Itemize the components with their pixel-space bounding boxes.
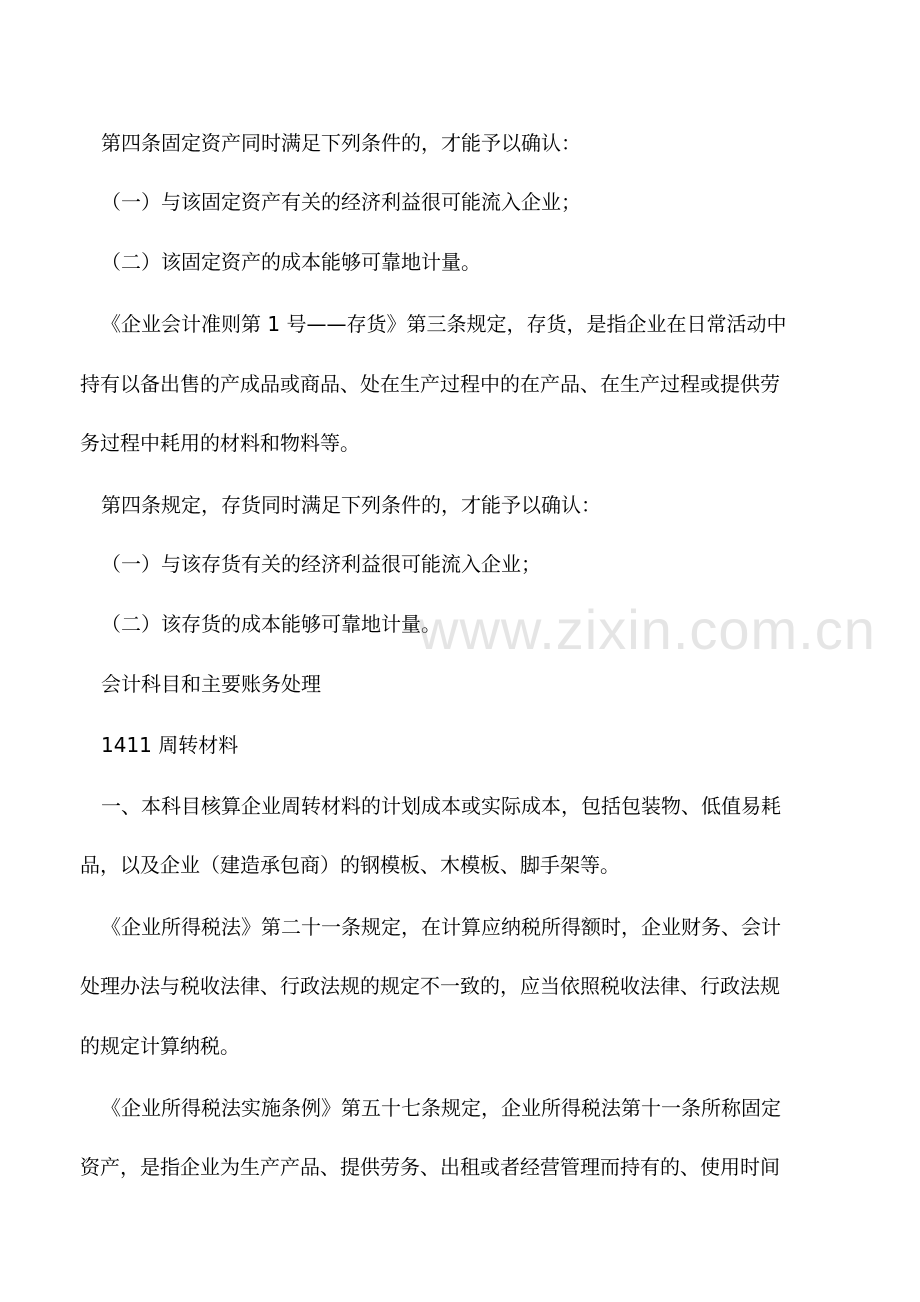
text-line: （二）该存货的成本能够可靠地计量。 — [101, 612, 441, 636]
text-line: （二）该固定资产的成本能够可靠地计量。 — [101, 250, 481, 274]
text-line: 《企业会计准则第 1 号——存货》第三条规定，存货，是指企业在日常活动中 — [101, 312, 787, 336]
text-line: 处理办法与税收法律、行政法规的规定不一致的，应当依照税收法律、行政法规 — [80, 974, 780, 998]
watermark-text: www.zixin.com.cn — [418, 598, 876, 661]
text-line: 品，以及企业（建造承包商）的钢模板、木模板、脚手架等。 — [80, 853, 620, 877]
text-line: 第四条固定资产同时满足下列条件的，才能予以确认： — [101, 131, 581, 155]
text-line: 《企业所得税法实施条例》第五十七条规定，企业所得税法第十一条所称固定 — [101, 1096, 781, 1120]
text-line: 的规定计算纳税。 — [80, 1034, 240, 1058]
text-line: 《企业所得税法》第二十一条规定，在计算应纳税所得额时，企业财务、会计 — [101, 915, 781, 939]
section-heading: 会计科目和主要账务处理 — [101, 672, 321, 696]
text-line: （一）与该存货有关的经济利益很可能流入企业； — [101, 552, 541, 576]
text-line: 资产，是指企业为生产产品、提供劳务、出租或者经营管理而持有的、使用时间 — [80, 1155, 780, 1179]
text-line: 第四条规定，存货同时满足下列条件的，才能予以确认： — [101, 493, 601, 517]
text-line: 务过程中耗用的材料和物料等。 — [80, 431, 360, 455]
text-line: （一）与该固定资产有关的经济利益很可能流入企业； — [101, 190, 581, 214]
account-heading: 1411 周转材料 — [101, 733, 239, 757]
text-line: 持有以备出售的产成品或商品、处在生产过程中的在产品、在生产过程或提供劳 — [80, 372, 780, 396]
text-line: 一、本科目核算企业周转材料的计划成本或实际成本，包括包装物、低值易耗 — [101, 794, 781, 818]
